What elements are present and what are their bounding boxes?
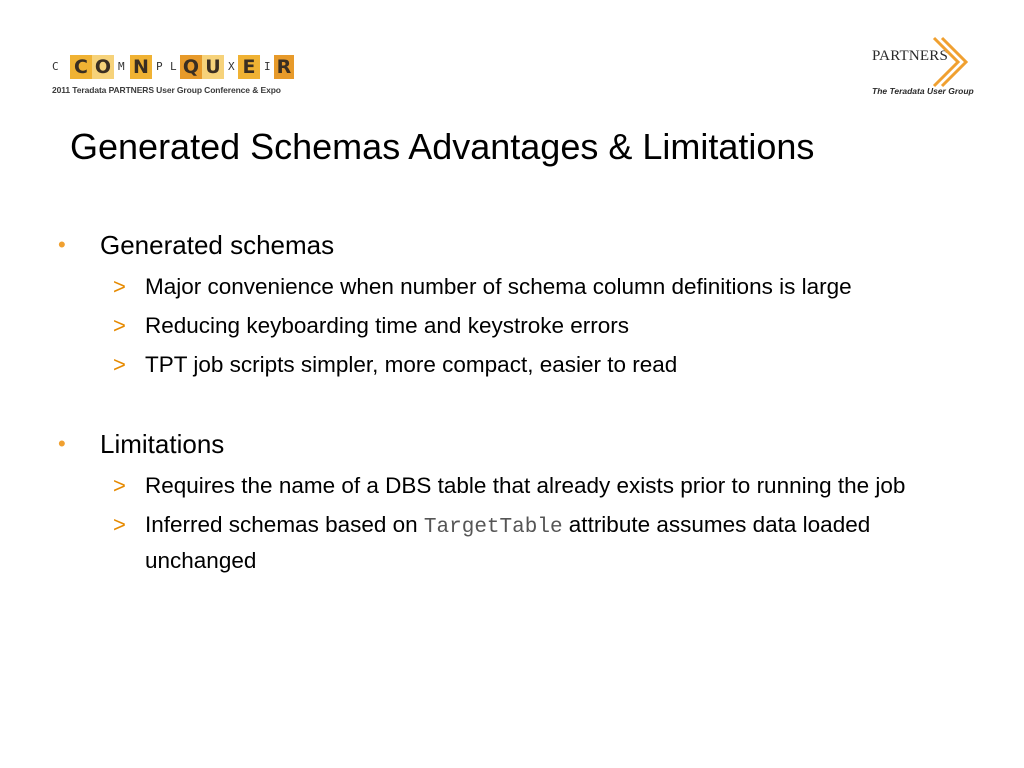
- partners-logo-name: PARTNERS: [872, 48, 949, 64]
- sub-bullet: [113, 270, 958, 303]
- logo-letter: I: [264, 60, 271, 73]
- partners-tagline: The Teradata User Group: [872, 86, 974, 96]
- sub-bullet-text: Major convenience when number of schema column definitions is large: [145, 274, 852, 299]
- chevron-right-icon: >: [113, 274, 126, 299]
- bullet-heading: Generated schemas: [100, 230, 335, 260]
- chevron-right-icon: >: [113, 512, 126, 537]
- conference-subtitle: 2011 Teradata PARTNERS User Group Conference & Expo: [52, 85, 281, 95]
- logo-letter: M: [118, 60, 125, 73]
- conquer-logo-wordmark: [52, 52, 292, 82]
- sub-bullet-text: Requires the name of a DBS table that already exists prior to running the job: [145, 473, 906, 498]
- sub-bullet: [113, 508, 958, 577]
- partners-logo: [866, 34, 976, 100]
- logo-letter: O: [92, 55, 114, 79]
- chevron-right-icon: >: [113, 473, 126, 498]
- logo-letter: P: [156, 60, 163, 73]
- logo-letter: N: [130, 55, 152, 79]
- bullet-dot-icon: •: [58, 431, 66, 456]
- bullet-dot-icon: •: [58, 232, 66, 257]
- sub-bullet-text: [145, 508, 945, 577]
- sub-bullet-text: Reducing keyboarding time and keystroke errors: [145, 313, 629, 338]
- sub-bullet-text-part: attribute assumes data loaded unchanged: [145, 512, 871, 573]
- logo-letter: R: [274, 55, 294, 79]
- bullet-heading: Limitations: [100, 429, 225, 459]
- sub-bullet: [113, 309, 958, 342]
- logo-letter: X: [228, 60, 235, 73]
- logo-letter: C: [70, 55, 92, 79]
- sub-bullet-text-part: Inferred schemas based on: [145, 512, 424, 537]
- logo-letter: E: [238, 55, 260, 79]
- slide-content: [58, 226, 958, 577]
- logo-letter: C: [52, 60, 59, 73]
- chevron-right-icon: >: [113, 352, 126, 377]
- bullet-limitations: [58, 425, 958, 463]
- logo-letter: Q: [180, 55, 202, 79]
- bullet-generated-schemas: [58, 226, 958, 264]
- sub-bullet: [113, 348, 958, 381]
- conquer-conference-logo: [52, 52, 292, 100]
- sub-bullet-text: TPT job scripts simpler, more compact, easier to read: [145, 352, 678, 377]
- slide-title: Generated Schemas Advantages & Limitations: [70, 126, 815, 167]
- chevron-right-icon: >: [113, 313, 126, 338]
- logo-letter: L: [170, 60, 177, 73]
- logo-letter: U: [202, 55, 224, 79]
- sub-bullet: [113, 469, 958, 502]
- chevron-logo-icon: [932, 36, 972, 88]
- code-target-table: TargetTable: [423, 516, 563, 539]
